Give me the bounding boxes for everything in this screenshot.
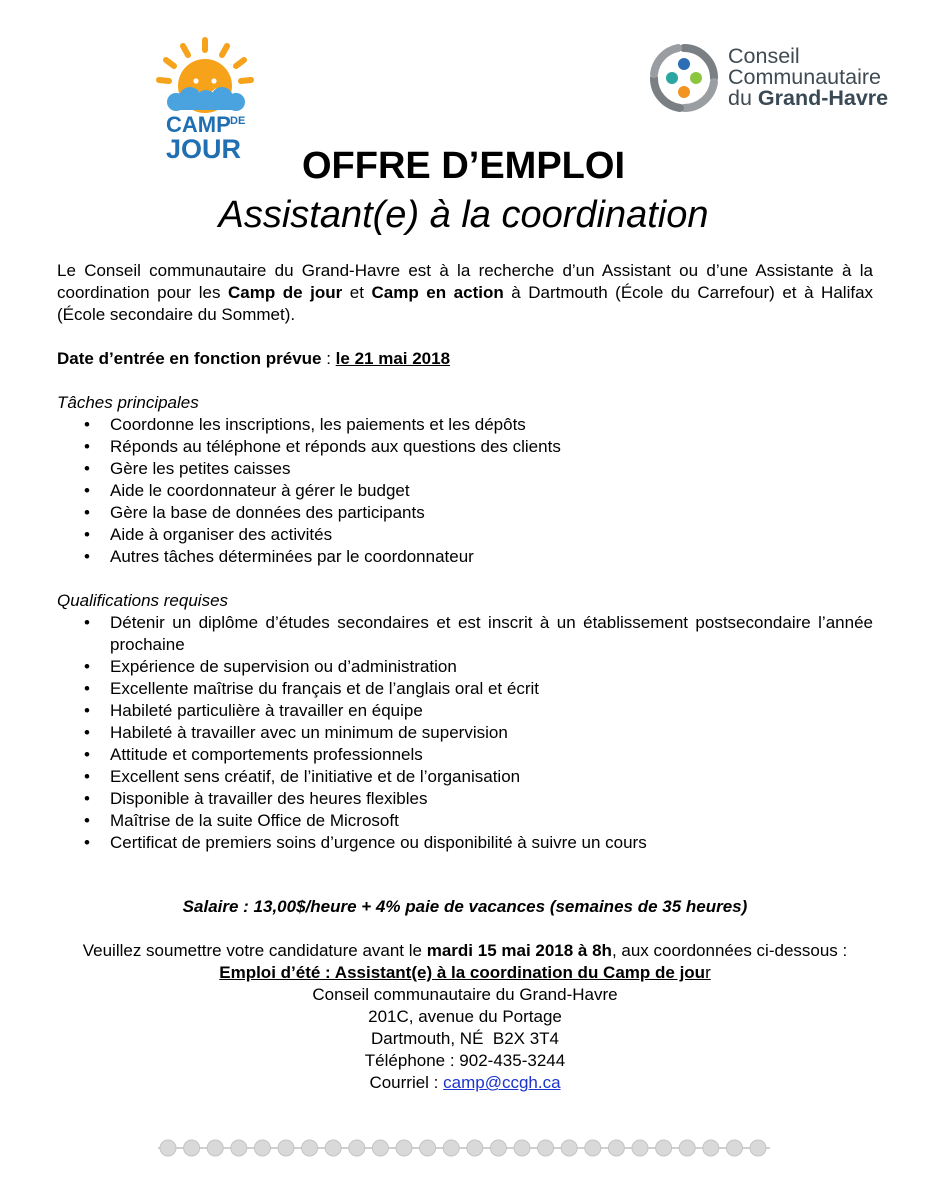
list-item: • Habileté à travailler avec un minimum de supervision — [57, 722, 873, 744]
divider-scallop — [231, 1140, 247, 1156]
contact-email-line — [57, 1072, 873, 1094]
divider-scallop — [726, 1140, 742, 1156]
divider-scallop — [585, 1140, 601, 1156]
divider-scallop — [443, 1140, 459, 1156]
ccgh-logo — [648, 42, 908, 114]
start-date-sep: : — [321, 349, 336, 368]
qualifications-heading: Qualifications requises — [57, 591, 229, 610]
apply-text-1: Veuillez soumettre votre candidature avant le — [82, 941, 427, 960]
divider-scallop — [608, 1140, 624, 1156]
divider-scallop — [538, 1140, 554, 1156]
ccgh-logo-line2: Communautaire — [728, 65, 881, 89]
list-item: • Habileté particulière à travailler en équipe — [57, 700, 873, 722]
divider-scallop — [396, 1140, 412, 1156]
intro-text-3: à Dartmouth (École du Carrefour) et à Halifax (École secondaire du Sommet). — [57, 283, 874, 324]
page-subtitle: Assistant(e) à la coordination — [218, 194, 709, 236]
contact-email-link[interactable]: camp@ccgh.ca — [443, 1073, 561, 1092]
camp-logo-word-de: DE — [230, 115, 246, 127]
intro-camp-en-action: Camp en action — [371, 283, 504, 302]
divider-scallop — [325, 1140, 341, 1156]
ccgh-logo-line3 — [728, 88, 888, 109]
list-item: • Gère la base de données des participants — [57, 502, 873, 524]
list-item: • Expérience de supervision ou d’administration — [57, 656, 873, 678]
start-date-value: le 21 mai 2018 — [335, 349, 451, 368]
contact-phone: Téléphone : 902-435-3244 — [364, 1051, 566, 1070]
list-item: • Certificat de premiers soins d’urgence ou disponibilité à suivre un cours — [57, 832, 873, 854]
qualifications-list — [57, 612, 873, 854]
list-item: • Excellente maîtrise du français et de l’anglais oral et écrit — [57, 678, 873, 700]
divider-scallop — [561, 1140, 577, 1156]
document-body — [57, 260, 873, 1094]
apply-subject-end: r — [705, 963, 711, 982]
salary-line: Salaire : 13,00$/heure + 4% paie de vacances (semaines de 35 heures) — [182, 897, 748, 916]
start-date-label: Date d’entrée en fonction prévue — [57, 349, 322, 368]
divider-scallop — [160, 1140, 176, 1156]
divider-scallop — [420, 1140, 436, 1156]
divider-scallop — [514, 1140, 530, 1156]
scalloped-divider-icon — [158, 1136, 770, 1160]
divider-scallop — [372, 1140, 388, 1156]
apply-deadline: mardi 15 mai 2018 à 8h — [426, 941, 612, 960]
divider-scallop — [703, 1140, 719, 1156]
list-item: • Coordonne les inscriptions, les paiements et les dépôts — [57, 414, 873, 436]
divider-scallop — [490, 1140, 506, 1156]
intro-paragraph — [57, 260, 873, 326]
divider-scallop — [467, 1140, 483, 1156]
ccgh-logo-line3-bold: Grand-Havre — [757, 86, 889, 110]
intro-text-2: et — [342, 283, 372, 302]
ccgh-logo-line1: Conseil — [728, 44, 800, 68]
list-item: • Autres tâches déterminées par le coordonnateur — [57, 546, 873, 568]
apply-text-2: , aux coordonnées ci-dessous : — [611, 941, 848, 960]
divider-scallop — [254, 1140, 270, 1156]
divider-scallop — [302, 1140, 318, 1156]
tasks-list — [57, 414, 873, 568]
divider-scallop — [278, 1140, 294, 1156]
list-item: • Excellent sens créatif, de l’initiative et de l’organisation — [57, 766, 873, 788]
contact-address: 201C, avenue du Portage — [368, 1007, 562, 1026]
ccgh-logo-line3-prefix: du — [728, 86, 758, 110]
divider-scallop — [349, 1140, 365, 1156]
list-item: • Aide à organiser des activités — [57, 524, 873, 546]
contact-city: Dartmouth, NÉ B2X 3T4 — [370, 1029, 560, 1048]
apply-subject-bold: Emploi d’été : Assistant(e) à la coordination du Camp de jou — [219, 963, 706, 982]
intro-camp-de-jour: Camp de jour — [228, 283, 343, 302]
apply-subject — [57, 962, 873, 984]
camp-logo-word-jour: JOUR — [166, 134, 242, 162]
list-item: • Aide le coordonnateur à gérer le budget — [57, 480, 873, 502]
list-item: • Réponds au téléphone et réponds aux questions des clients — [57, 436, 873, 458]
divider-scallop — [184, 1140, 200, 1156]
camp-logo-word-camp: CAMP — [166, 112, 231, 137]
list-item: • Attitude et comportements professionnels — [57, 744, 873, 766]
intro-text-1: Le Conseil communautaire du Grand-Havre est à la recherche d’un Assistant ou d’une Assistante à la coordination pour les — [57, 261, 873, 302]
list-item: • Maîtrise de la suite Office de Microsoft — [57, 810, 873, 832]
divider-scallop — [656, 1140, 672, 1156]
list-item: • Gère les petites caisses — [57, 458, 873, 480]
list-item: • Détenir un diplôme d’études secondaires et est inscrit à un établissement postsecondaire l’année prochaine — [57, 612, 873, 656]
contact-email-label: Courriel : — [369, 1073, 444, 1092]
ccgh-logo-text — [728, 46, 888, 109]
divider-scallop — [750, 1140, 766, 1156]
list-item: • Disponible à travailler des heures flexibles — [57, 788, 873, 810]
page-title: OFFRE D’EMPLOI — [302, 145, 625, 187]
dots-ring-icon — [648, 42, 720, 114]
start-date-line — [57, 348, 873, 370]
tasks-heading: Tâches principales — [57, 393, 199, 412]
divider-scallop — [207, 1140, 223, 1156]
apply-line — [57, 940, 873, 962]
divider-scallop — [679, 1140, 695, 1156]
divider-scallop — [632, 1140, 648, 1156]
contact-org: Conseil communautaire du Grand-Havre — [312, 985, 618, 1004]
